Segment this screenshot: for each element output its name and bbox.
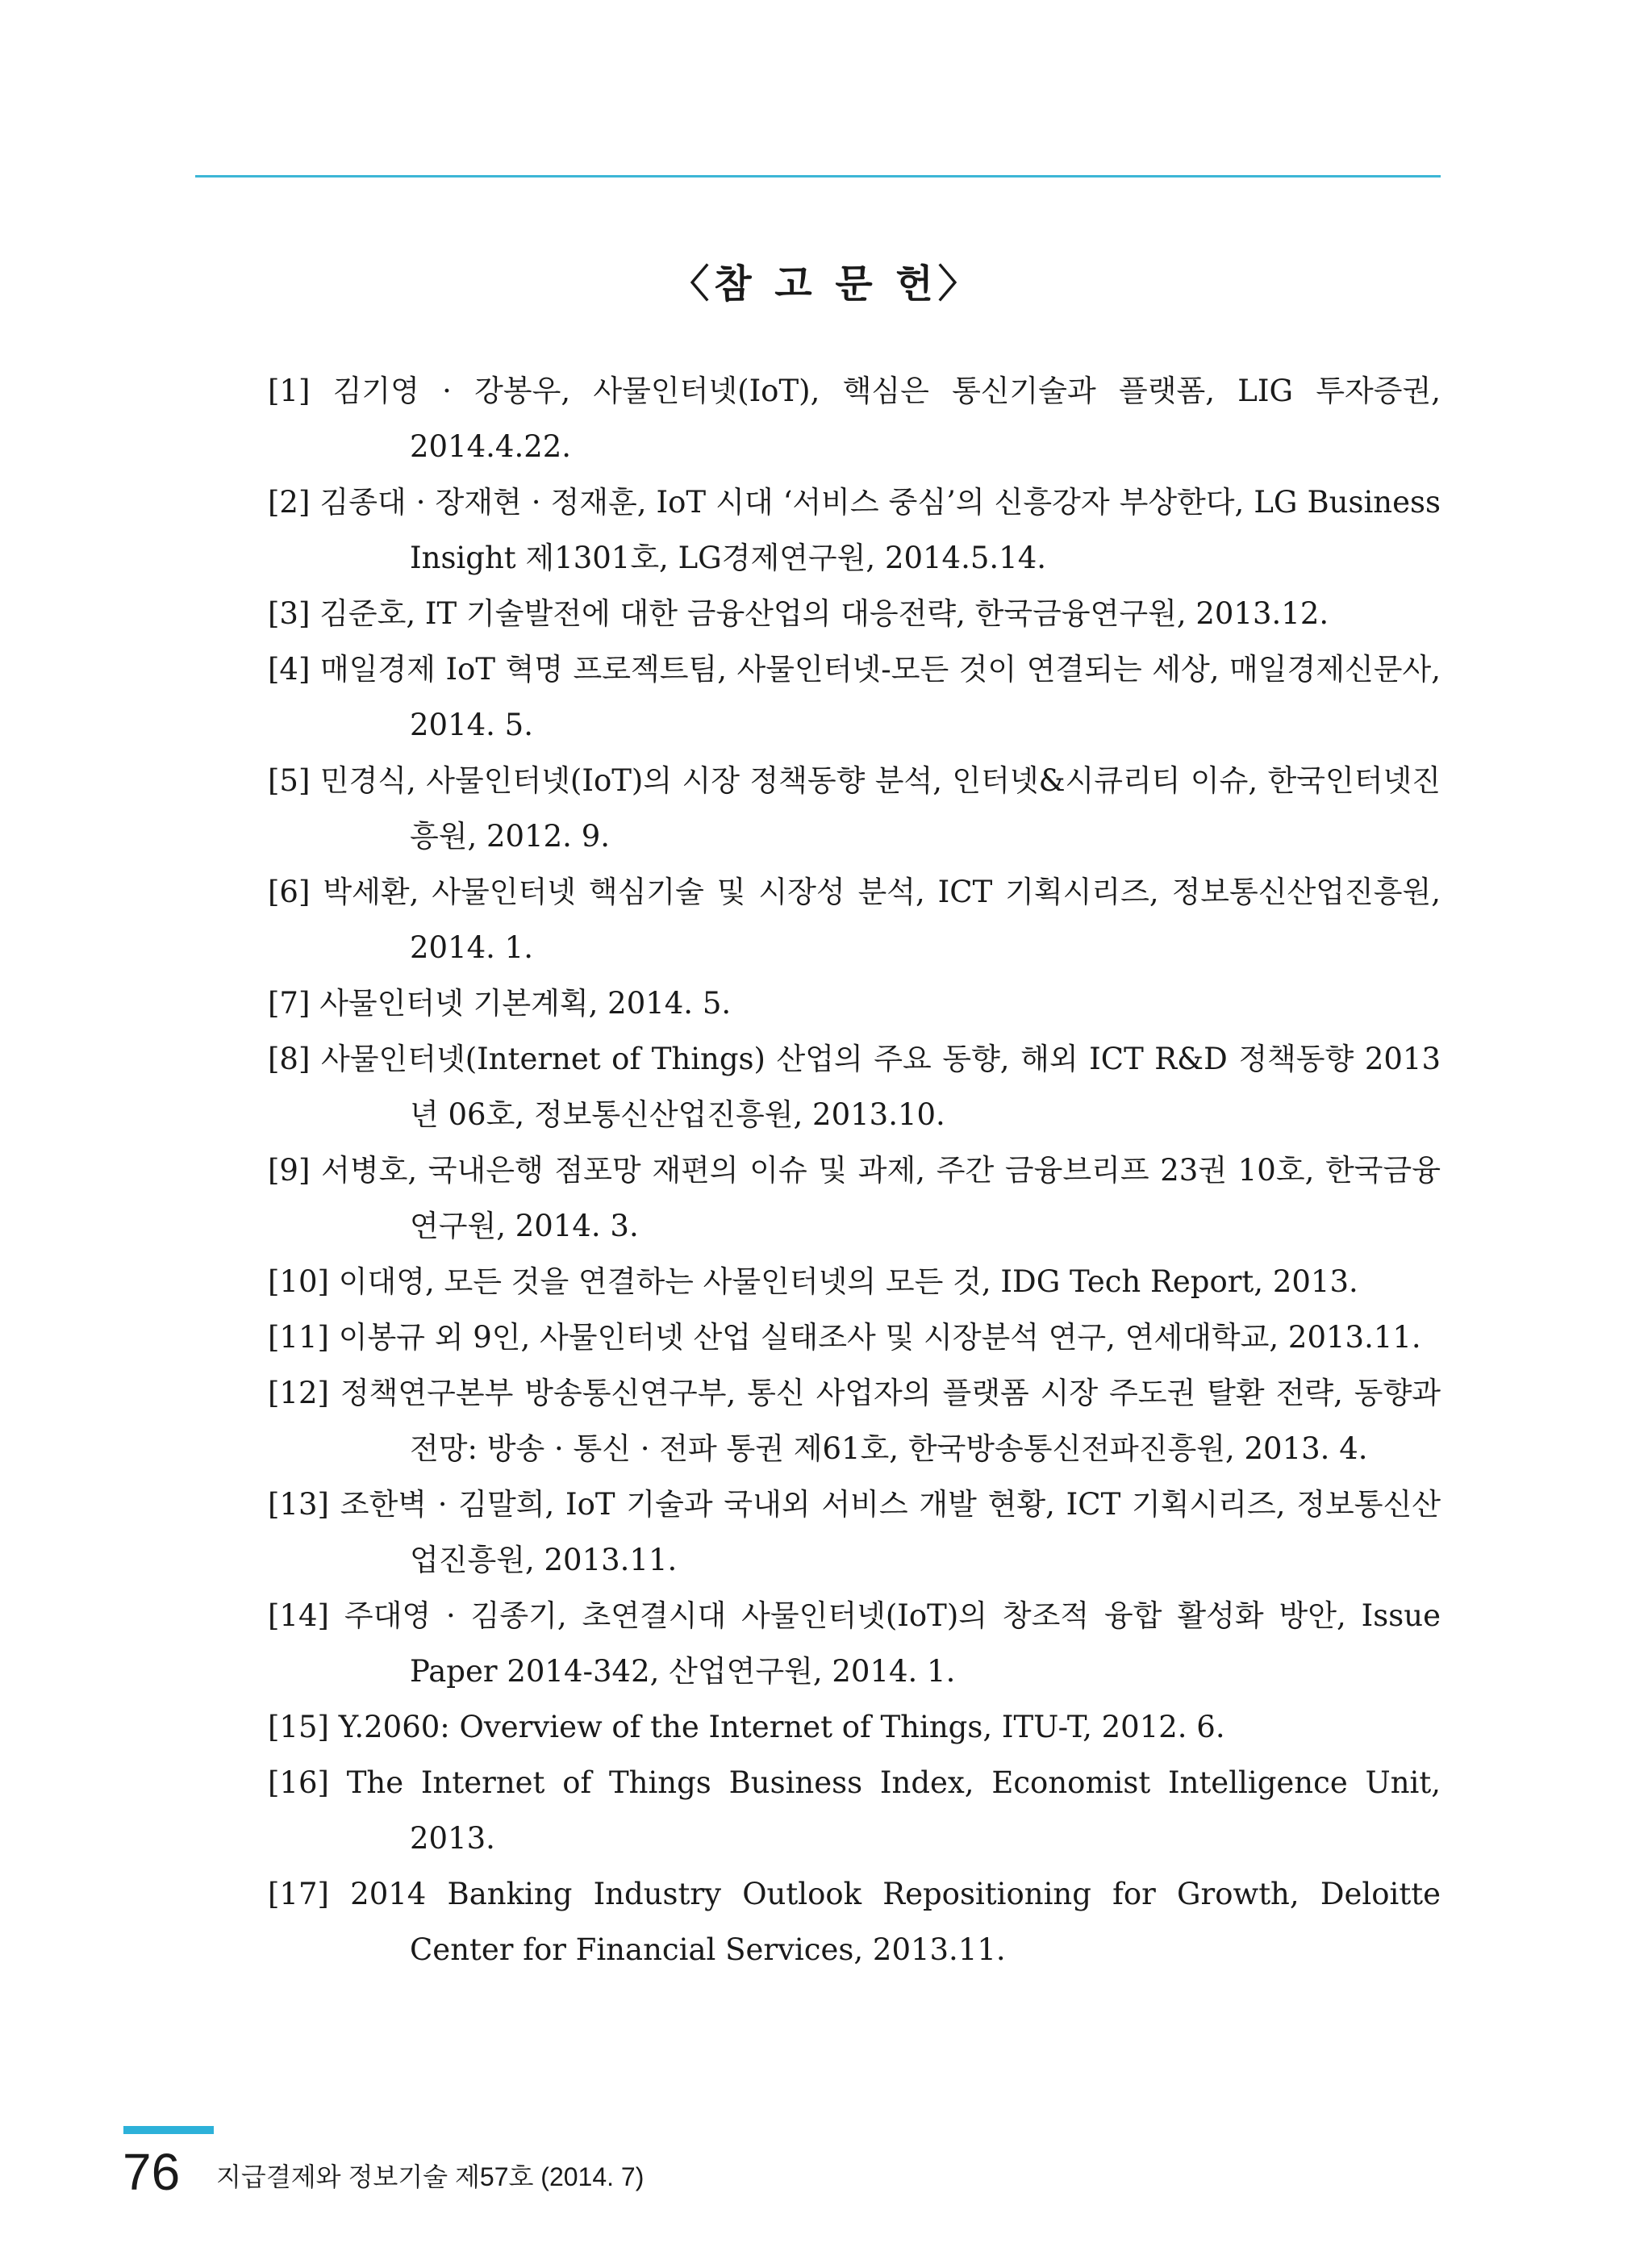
reference-number: [4]	[268, 652, 311, 687]
reference-text: 민경식, 사물인터넷(IoT)의 시장 정책동향 분석, 인터넷&시큐리티 이슈, 한국인터넷진흥원, 2012. 9.	[319, 763, 1441, 854]
reference-item	[268, 586, 1441, 641]
reference-item	[268, 1755, 1441, 1866]
reference-text: 주대영 · 김종기, 초연결시대 사물인터넷(IoT)의 창조적 융합 활성화 방안, Issue Paper 2014-342, 산업연구원, 2014. 1.	[344, 1598, 1441, 1689]
reference-number: [8]	[268, 1042, 311, 1076]
reference-item	[268, 1476, 1441, 1588]
reference-number: [3]	[268, 596, 311, 631]
reference-text: 김준호, IT 기술발전에 대한 금융산업의 대응전략, 한국금융연구원, 2013.12.	[319, 596, 1329, 631]
reference-text: 서병호, 국내은행 점포망 재편의 이슈 및 과제, 주간 금융브리프 23권 10호, 한국금융연구원, 2014. 3.	[321, 1153, 1441, 1243]
reference-number: [10]	[268, 1264, 329, 1299]
reference-item	[268, 363, 1441, 474]
reference-item	[268, 1866, 1441, 1978]
reference-text: 김종대 · 장재현 · 정재훈, IoT 시대 ‘서비스 중심’의 신흥강자 부상한다, LG Business Insight 제1301호, LG경제연구원, 2014.5.14.	[319, 485, 1441, 575]
reference-item	[268, 1142, 1441, 1254]
reference-number: [16]	[268, 1765, 329, 1800]
top-divider	[195, 175, 1441, 178]
reference-text: 박세환, 사물인터넷 핵심기술 및 시장성 분석, ICT 기획시리즈, 정보통신산업진흥원, 2014. 1.	[323, 875, 1441, 965]
reference-number: [6]	[268, 875, 311, 909]
reference-number: [5]	[268, 763, 311, 798]
reference-number: [14]	[268, 1598, 329, 1633]
reference-text: 2014 Banking Industry Outlook Repositioning for Growth, Deloitte Center for Financial Services, 2013.11.	[350, 1877, 1441, 1967]
reference-number: [17]	[268, 1877, 329, 1911]
reference-item	[268, 975, 1441, 1031]
reference-item	[268, 1254, 1441, 1309]
reference-number: [13]	[268, 1487, 329, 1522]
reference-text: 이봉규 외 9인, 사물인터넷 산업 실태조사 및 시장분석 연구, 연세대학교, 2013.11.	[338, 1320, 1421, 1355]
reference-item	[268, 1031, 1441, 1142]
reference-number: [15]	[268, 1710, 329, 1744]
references-title: 〈참 고 문 헌〉	[670, 261, 982, 307]
reference-text: 이대영, 모든 것을 연결하는 사물인터넷의 모든 것, IDG Tech Report, 2013.	[338, 1264, 1358, 1299]
reference-number: [7]	[268, 986, 311, 1021]
reference-text: The Internet of Things Business Index, Economist Intelligence Unit, 2013.	[346, 1765, 1441, 1856]
reference-number: [9]	[268, 1153, 311, 1188]
journal-name: 지급결제와 정보기술 제57호 (2014. 7)	[216, 2162, 645, 2191]
reference-item	[268, 1588, 1441, 1699]
reference-text: 조한벽 · 김말희, IoT 기술과 국내외 서비스 개발 현황, ICT 기획시리즈, 정보통신산업진흥원, 2013.11.	[340, 1487, 1441, 1577]
reference-item	[268, 474, 1441, 586]
reference-number: [2]	[268, 485, 311, 520]
reference-number: [1]	[268, 374, 311, 408]
reference-item	[268, 1365, 1441, 1476]
reference-text: 김기영 · 강봉우, 사물인터넷(IoT), 핵심은 통신기술과 플랫폼, LIG 투자증권, 2014.4.22.	[332, 374, 1441, 464]
reference-item	[268, 753, 1441, 864]
reference-number: [11]	[268, 1320, 329, 1355]
reference-text: 사물인터넷(Internet of Things) 산업의 주요 동향, 해외 ICT R&D 정책동향 2013년 06호, 정보통신산업진흥원, 2013.10.	[320, 1042, 1441, 1132]
reference-text: 매일경제 IoT 혁명 프로젝트팀, 사물인터넷-모든 것이 연결되는 세상, 매일경제신문사, 2014. 5.	[319, 652, 1441, 742]
page-number-accent-bar	[123, 2126, 214, 2134]
reference-item	[268, 641, 1441, 753]
page-number: 76	[123, 2143, 181, 2201]
reference-text: Y.2060: Overview of the Internet of Things, ITU-T, 2012. 6.	[338, 1710, 1225, 1744]
reference-text: 사물인터넷 기본계획, 2014. 5.	[319, 986, 732, 1021]
reference-item	[268, 1309, 1441, 1365]
reference-item	[268, 864, 1441, 975]
reference-number: [12]	[268, 1376, 329, 1410]
reference-list	[268, 363, 1441, 1978]
reference-text: 정책연구본부 방송통신연구부, 통신 사업자의 플랫폼 시장 주도권 탈환 전략, 동향과 전망: 방송 · 통신 · 전파 통권 제61호, 한국방송통신전파진흥원, 2013. 4.	[340, 1376, 1441, 1466]
reference-item	[268, 1699, 1441, 1755]
